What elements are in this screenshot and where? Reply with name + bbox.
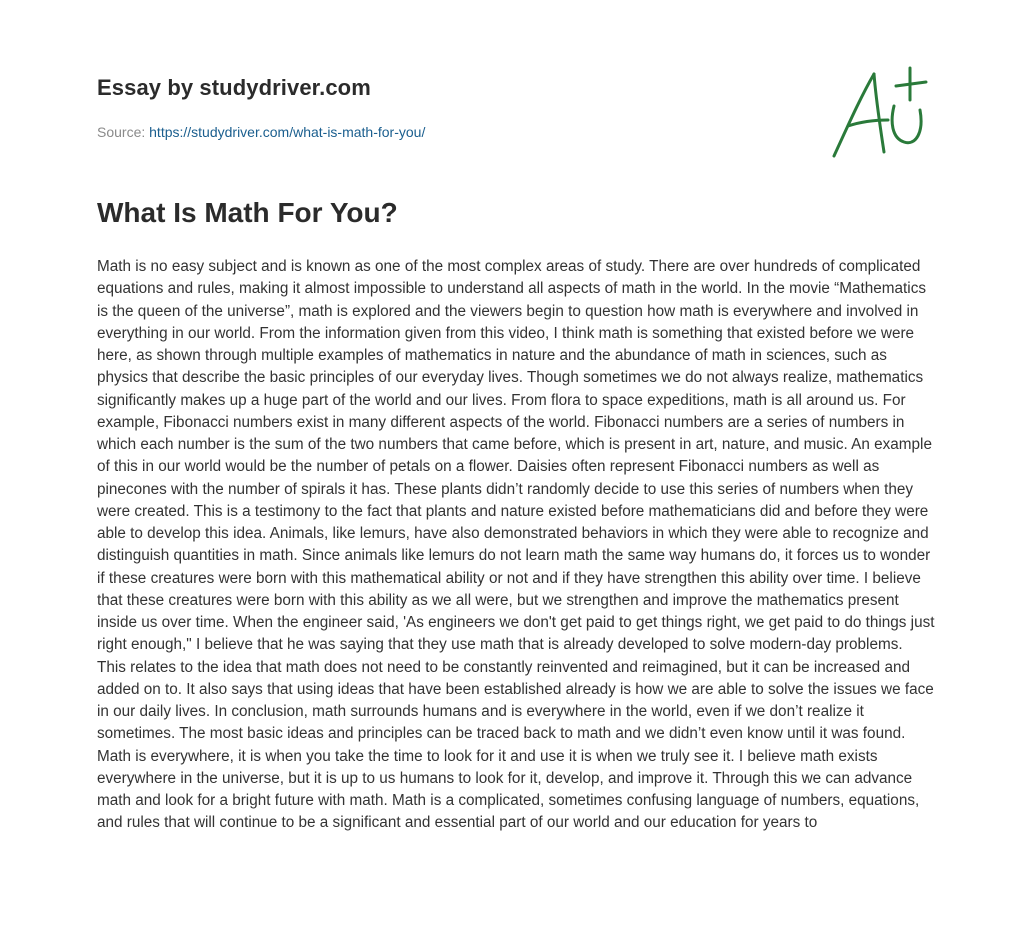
source-label: Source:	[97, 124, 150, 140]
site-title: Essay by studydriver.com	[97, 75, 371, 100]
source-line	[97, 123, 697, 141]
essay-title: What Is Math For You?	[97, 197, 398, 228]
a-plus-logo-icon	[820, 60, 940, 170]
header	[97, 74, 697, 141]
source-link[interactable]: https://studydriver.com/what-is-math-for-you/	[149, 124, 426, 140]
essay-body: Math is no easy subject and is known as one of the most complex areas of study. There are over hundreds of complicated equations and rules, making it almost impossible to understand all aspects of math in the world. In the movie “Mathematics is the queen of the universe”, math is explored and the viewers begin to question how math is everywhere and involved in everything in our world. From the information given from this video, I think math is something that existed before we were here, as shown through multiple examples of mathematics in nature and the abundance of math in sciences, such as physics that describe the basic principles of our everyday lives. Though sometimes we do not always realize, mathematics significantly makes up a huge part of the world and our lives. From flora to space expeditions, math is all around us. For example, Fibonacci numbers exist in many different aspects of the world. Fibonacci numbers are a series of numbers in which each number is the sum of the two numbers that came before, which is present in art, nature, and music. An example of this in our world would be the number of petals on a flower. Daisies often represent Fibonacci numbers as well as pinecones with the number of spirals it has. These plants didn’t randomly decide to use this series of numbers when they were created. This is a testimony to the fact that plants and nature existed before mathematicians did and before they were able to develop this idea. Animals, like lemurs, have also demonstrated behaviors in which they were able to recognize and distinguish quantities in math. Since animals like lemurs do not learn math the same way humans do, it forces us to wonder if these creatures were born with this mathematical ability or not and if they have strengthen this ability over time. I believe that these creatures were born with this ability as we all were, but we strengthen and improve the mathematics present inside us over time. When the engineer said, 'As engineers we don't get paid to get things right, we get paid to do things just right enough," I believe that he was saying that they use math that is already developed to solve modern-day problems. This relates to the idea that math does not need to be constantly reinvented and reimagined, but it can be increased and added on to. It also says that using ideas that have been established already is how we are able to solve the issues we face in our daily lives. In conclusion, math surrounds humans and is everywhere in the world, even if we don’t realize it sometimes. The most basic ideas and principles can be traced back to math and we didn’t even know until it was found. Math is everywhere, it is when you take the time to look for it and use it is when we truly see it. I believe math exists everywhere in the universe, but it is up to us humans to look for it, develop, and improve it. Through this we can advance math and look for a bright future with math. Math is a complicated, sometimes confusing language of numbers, equations, and rules that will continue to be a significant and essential part of our world and our education for years to	[97, 258, 935, 832]
